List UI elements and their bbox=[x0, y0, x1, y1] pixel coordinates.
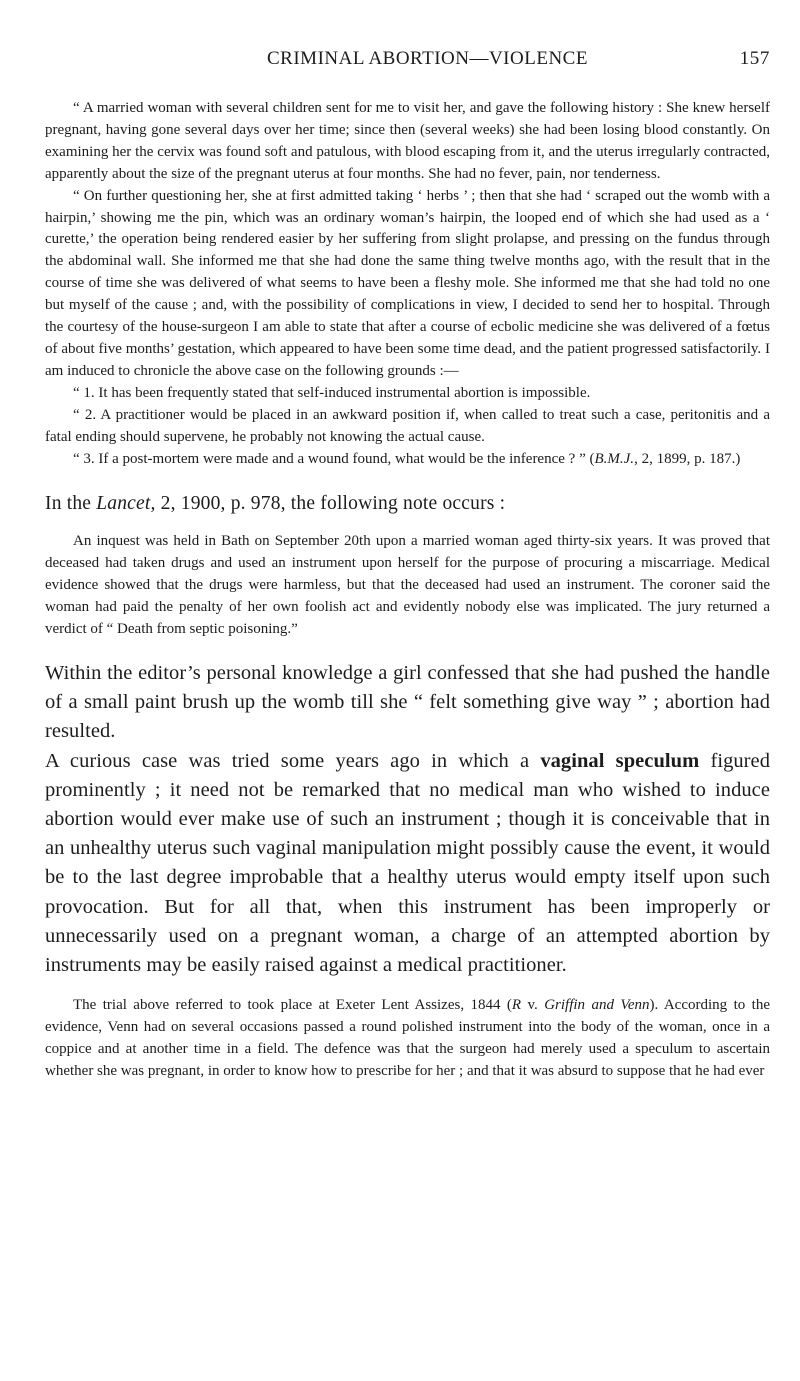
editor-paragraph bbox=[45, 747, 770, 981]
speculum-term: vaginal speculum bbox=[540, 749, 700, 772]
case-quote bbox=[45, 98, 770, 470]
editor-text-rest: figured prominently ; it need not be remarked that no medical man who wished to induce abortion would ever make use of such an instrument ; though it is conceivable that in an unhealthy uterus such vaginal manipulation might possibly cause the event, it would be to the last degree improbable that a healthy uterus would empty itself upon such provocation. But for all that, when this instrument has been improperly or unnecessarily used on a pregnant woman, a charge of an attempted abortion by instruments may be easily raised against a medical practitioner. bbox=[45, 749, 770, 976]
quote-text: “ 3. If a post-mortem were made and a wound found, what would be the inference ? ” bbox=[73, 450, 586, 467]
citation-rest: , 2, 1899, p. 187.) bbox=[634, 450, 741, 467]
citation-open: ( bbox=[585, 450, 595, 467]
citation-journal: B.M.J. bbox=[594, 450, 635, 467]
heading-text: In the bbox=[45, 493, 97, 515]
editor-text: A curious case was tried some years ago in which a bbox=[45, 749, 541, 772]
editor-commentary bbox=[45, 659, 770, 980]
quote-paragraph: “ 2. A practitioner would be placed in an awkward position if, when called to treat such a case, peritonitis and a fatal ending should supervene, he probably not knowing the actual cause. bbox=[45, 406, 770, 445]
case-name: R bbox=[511, 997, 522, 1014]
trial-text: The trial above referred to took place at Exeter Lent Assizes, 1844 ( bbox=[73, 997, 512, 1014]
quote-paragraph: “ 1. It has been frequently stated that self-induced instrumental abortion is impossible. bbox=[73, 384, 591, 401]
heading-journal: Lancet, bbox=[96, 493, 156, 515]
trial-paragraph bbox=[45, 995, 770, 1083]
lancet-heading bbox=[45, 491, 770, 517]
case-parties: Griffin and Venn bbox=[544, 997, 650, 1014]
case-versus: v. bbox=[521, 997, 545, 1014]
extract-paragraph: An inquest was held in Bath on September 20th upon a married woman aged thirty-six years. It was proved that deceased had taken drugs and used an instrument upon herself for the purpose of procuring a miscarriage. Medical evidence showed that the drugs were harmless, but that the deceased had used an instrument. The coroner said the woman had paid the penalty of her own foolish act and evidently nobody else was implicated. The jury returned a verdict of “ Death from septic poisoning.” bbox=[45, 533, 770, 638]
lancet-extract bbox=[45, 531, 770, 641]
trial-note bbox=[45, 995, 770, 1083]
running-head bbox=[45, 8, 770, 69]
quote-paragraph: “ On further questioning her, she at first admitted taking ‘ herbs ’ ; then that she had ‘ scraped out the womb with a hairpin,’ showing me the pin, which was an ordinary woman’s hairpin, the looped end of which she had used as a ‘ curette,’ the operation being rendered easier by her suffering from slight prolapse, and pressing on the fundus through the abdominal wall. She informed me that she had done the same thing twelve months ago, with the result that in the course of time she was delivered of what seems to have been a fleshy mole. She informed me that she had told no one but myself of the cause ; and, with the possibility of complications in view, I decided to send her to hospital. Through the courtesy of the house-surgeon I am able to state that after a course of ecbolic medicine she was delivered of a fœtus of about five months’ gestation, which appeared to have been some time dead, and the patient progressed satisfactorily. I am induced to chronicle the above case on the following grounds :— bbox=[45, 187, 770, 379]
heading-text-rest: 2, 1900, p. 978, the following note occurs : bbox=[155, 493, 506, 515]
quote-paragraph-last bbox=[45, 449, 770, 471]
running-head-title: CRIMINAL ABORTION—VIOLENCE bbox=[267, 48, 588, 69]
editor-paragraph: Within the editor’s personal knowledge a girl confessed that she had pushed the handle of a small paint brush up the womb till she “ felt something give way ” ; abortion had resulted. bbox=[45, 661, 770, 743]
trial-text-rest: ). According to the evidence, Venn had on several occasions passed a round polished instrument into the body of the woman, once in a coppice and at another time in a field. The defence was that the surgeon had merely used a speculum to ascertain whether she was pregnant, in order to know how to prescribe for her ; and that it was absurd to suppose that he had ever bbox=[45, 997, 770, 1079]
page-number: 157 bbox=[739, 48, 770, 69]
quote-paragraph: “ A married woman with several children sent for me to visit her, and gave the following history : She knew herself pregnant, having gone several days over her time; since then (several weeks) she had been losing blood constantly. On examining her the cervix was found soft and patulous, with blood escaping from it, and the uterus irregularly contracted, apparently about the size of the pregnant uterus at four months. She had no fever, pain, nor tenderness. bbox=[45, 100, 770, 182]
